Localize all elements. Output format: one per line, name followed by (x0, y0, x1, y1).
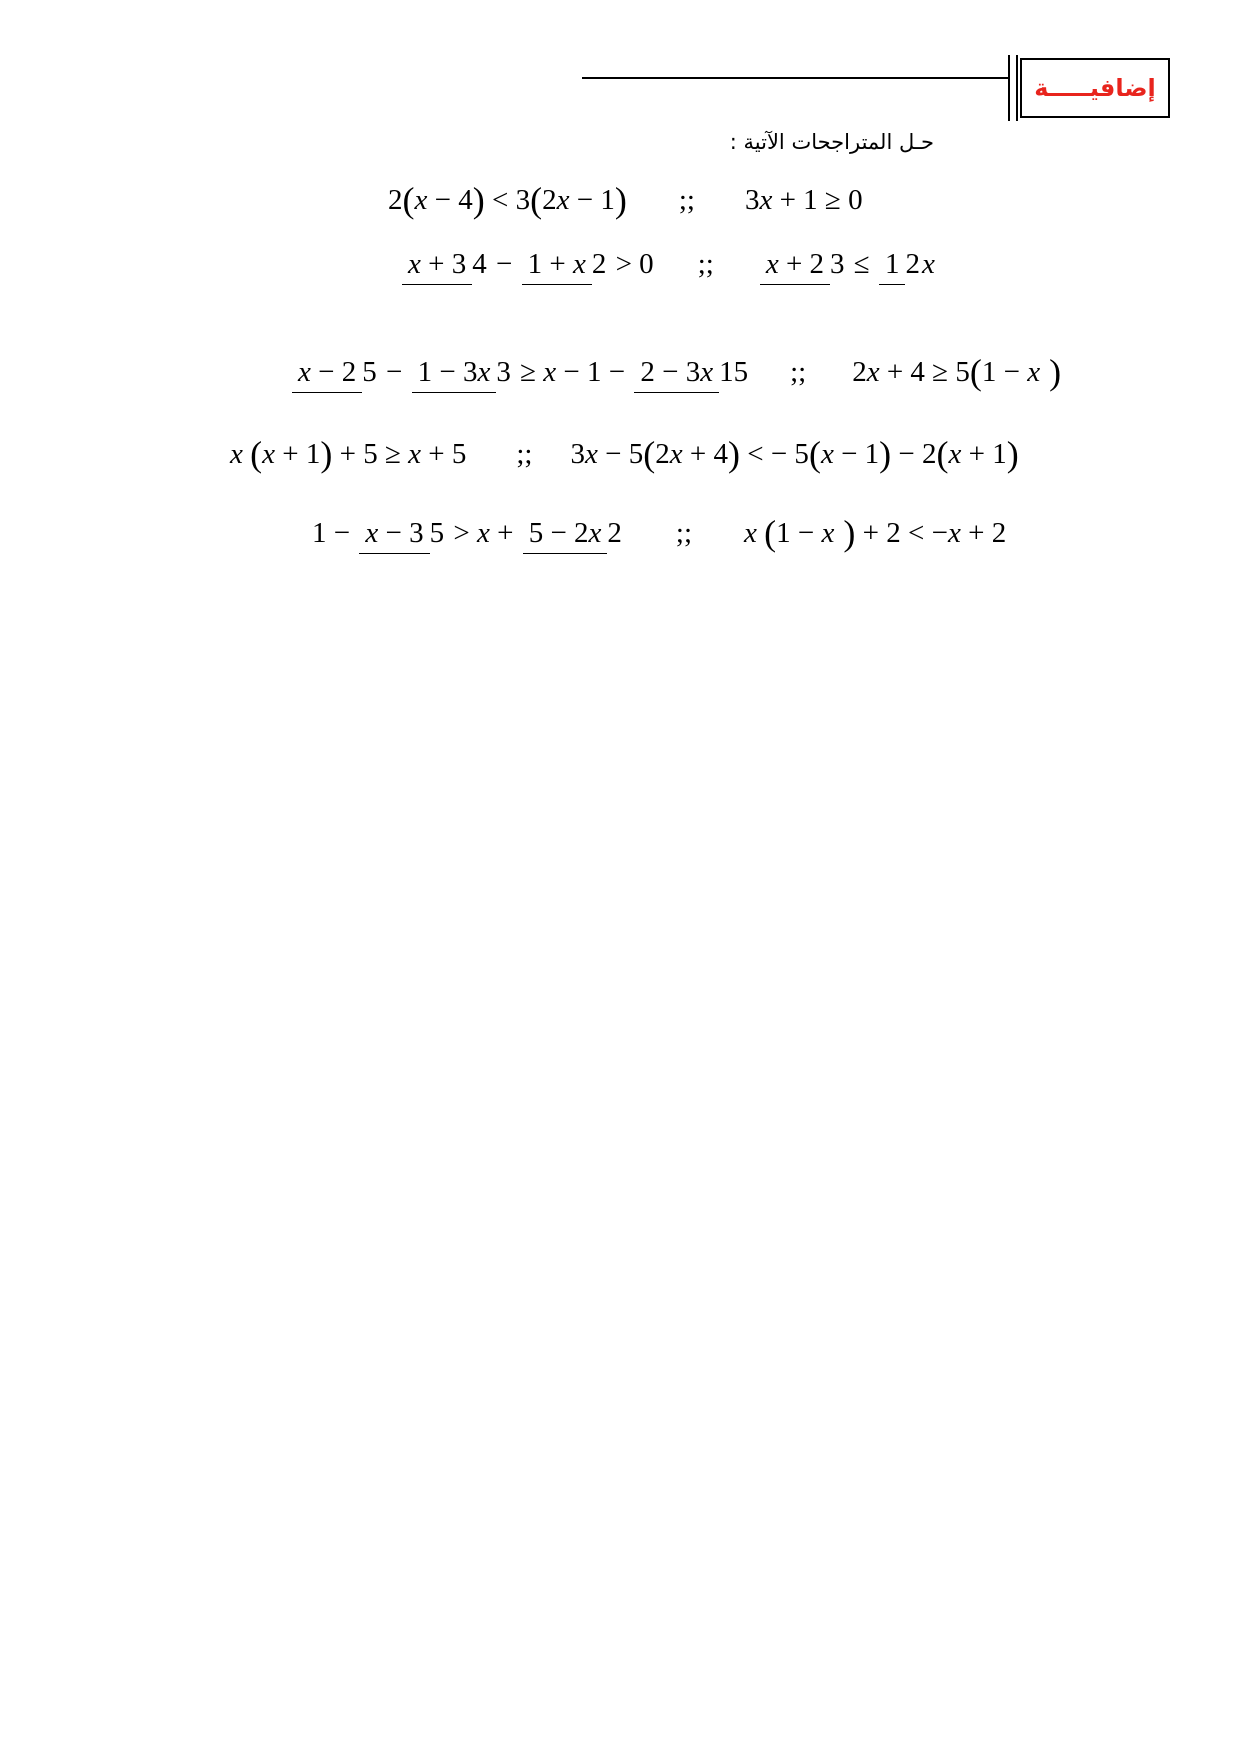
math-text: 5 (362, 355, 377, 388)
denominator (496, 352, 511, 388)
numerator (412, 356, 497, 393)
math-text: 2 (388, 183, 403, 216)
variable: x (408, 248, 421, 280)
math-text: + 1 (961, 437, 1007, 470)
parenthesis: ) (472, 180, 485, 220)
denominator (905, 244, 920, 280)
inequality-left (388, 182, 627, 218)
variable: x (556, 183, 570, 216)
inequality-left (312, 516, 624, 549)
denominator (607, 513, 622, 549)
math-text: > 0 (608, 248, 654, 280)
row-separator: ;; (675, 516, 693, 549)
math-text: ≥ (512, 355, 544, 388)
inequality-row (312, 515, 1006, 551)
variable: x (744, 516, 757, 549)
variable: x (821, 516, 835, 549)
math-text (757, 519, 764, 548)
variable: x (866, 355, 880, 388)
math-text: > (446, 516, 477, 549)
variable: x (572, 248, 586, 280)
variable: x (765, 248, 779, 280)
variable: x (1027, 355, 1041, 388)
denominator (362, 352, 377, 388)
parenthesis: ( (250, 434, 263, 474)
math-text: < − 5 (739, 437, 809, 470)
variable: x (365, 516, 379, 549)
inequality-right (758, 250, 935, 279)
numerator (879, 248, 906, 285)
parenthesis: ) (879, 434, 892, 474)
variable: x (700, 355, 714, 388)
header-rule (582, 77, 1008, 79)
math-text: − 1 (833, 437, 880, 470)
inequality-right (571, 436, 1019, 472)
math-text: 3 (570, 437, 585, 470)
math-text: 2 (607, 516, 622, 549)
variable: x (414, 183, 428, 216)
variable: x (948, 437, 962, 470)
variable: x (408, 437, 422, 470)
numerator (634, 356, 719, 393)
variable: x (477, 355, 491, 388)
fraction (412, 355, 511, 388)
variable: x (585, 437, 598, 470)
math-text: 2 − 3 (640, 355, 701, 388)
variable: x (262, 437, 275, 470)
variable: x (947, 516, 961, 549)
row-separator: ;; (697, 248, 714, 280)
row-separator: ;; (516, 437, 533, 470)
math-text: + 4 (682, 437, 728, 470)
fraction (292, 355, 377, 388)
inequality-row (388, 182, 863, 218)
math-text: < 3 (484, 183, 531, 216)
inequality-row (400, 250, 935, 279)
parenthesis: ( (764, 513, 777, 553)
math-text: − (378, 355, 410, 388)
math-text (243, 440, 250, 469)
math-text: 4 (472, 248, 487, 280)
math-text: + 5 (421, 437, 467, 470)
numerator (522, 248, 592, 285)
inequality-row (290, 354, 1061, 390)
parenthesis: ) (1006, 434, 1019, 474)
math-text: 3 (744, 183, 760, 216)
math-text: + 1 (275, 437, 321, 470)
math-text: 3 (830, 248, 845, 280)
math-text: + (489, 516, 521, 549)
math-text: ≤ (846, 248, 877, 280)
row-separator: ;; (678, 183, 695, 216)
inequality-left (290, 355, 750, 388)
row-separator: ;; (790, 355, 807, 388)
math-text: 3 (496, 355, 511, 388)
exercise-instruction: حـل المتراجحات الآتية : (729, 130, 934, 154)
math-text: − 5 (597, 437, 644, 470)
math-text: 2 (542, 183, 557, 216)
denominator (430, 513, 445, 549)
variable: x (476, 516, 490, 549)
parenthesis: ) (834, 513, 856, 553)
math-text: 2 (655, 437, 670, 470)
inequality-left (400, 250, 654, 279)
math-text: + 5 ≥ (332, 437, 409, 470)
fraction (634, 355, 749, 388)
fraction (760, 250, 845, 279)
parenthesis: ( (402, 180, 415, 220)
numerator (292, 356, 362, 393)
parenthesis: ( (808, 434, 821, 474)
fraction (523, 516, 622, 549)
inequality-right (852, 354, 1061, 390)
header-rule-bar (1016, 55, 1018, 121)
math-text: 2 (591, 248, 607, 280)
variable: x (298, 355, 311, 388)
fraction (359, 516, 445, 549)
math-text: − 1 (569, 183, 615, 216)
header-rule-bar (1008, 55, 1010, 121)
parenthesis: ) (727, 434, 740, 474)
denominator (719, 352, 748, 388)
variable: x (588, 516, 602, 549)
variable: x (820, 437, 834, 470)
variable: x (543, 355, 557, 388)
math-text: 15 (719, 355, 749, 388)
math-text: + 4 ≥ 5 (879, 355, 970, 388)
parenthesis: ( (530, 180, 543, 220)
inequality-left (230, 436, 466, 472)
math-text: − 2 (310, 355, 357, 388)
fraction (522, 250, 607, 279)
fraction (879, 250, 920, 279)
parenthesis: ( (643, 434, 656, 474)
inequality-row (230, 436, 1019, 472)
math-text: 2 (852, 355, 867, 388)
math-text: + 1 ≥ 0 (772, 183, 863, 216)
math-text: − 3 (378, 516, 424, 549)
variable: x (230, 437, 243, 470)
fraction (402, 250, 487, 279)
parenthesis: ( (969, 352, 982, 392)
numerator (523, 517, 608, 554)
math-text: + 3 (420, 248, 467, 280)
math-text: 1 − (981, 355, 1028, 388)
parenthesis: ) (1040, 352, 1062, 392)
parenthesis: ) (614, 180, 627, 220)
math-text: 1 + (527, 248, 573, 280)
math-text: − 2 (891, 437, 937, 470)
math-text: 5 − 2 (528, 516, 589, 549)
denominator (592, 244, 607, 280)
section-badge: إضافيـــــة (1020, 58, 1170, 118)
numerator (402, 248, 472, 285)
math-text: + 2 (778, 248, 825, 280)
variable: x (759, 183, 773, 216)
math-text: 1 (884, 248, 900, 280)
math-text: 5 (429, 516, 445, 549)
numerator (359, 517, 429, 554)
math-text: − 4 (427, 183, 473, 216)
math-text: 1 − 3 (417, 355, 478, 388)
inequality-right (744, 515, 1006, 551)
math-text: + 2 < − (855, 516, 948, 549)
math-text: − 1 − (556, 355, 633, 388)
math-text: 1 − (776, 516, 822, 549)
math-text: 1 − (312, 516, 358, 549)
variable: x (669, 437, 683, 470)
parenthesis: ( (936, 434, 949, 474)
denominator (472, 244, 487, 280)
variable: x (921, 248, 935, 280)
math-text: − (488, 248, 520, 280)
parenthesis: ) (320, 434, 333, 474)
math-text: + 2 (960, 516, 1007, 549)
denominator (830, 244, 845, 280)
math-text: 2 (905, 248, 920, 280)
numerator (760, 248, 830, 285)
inequality-right (744, 183, 863, 216)
